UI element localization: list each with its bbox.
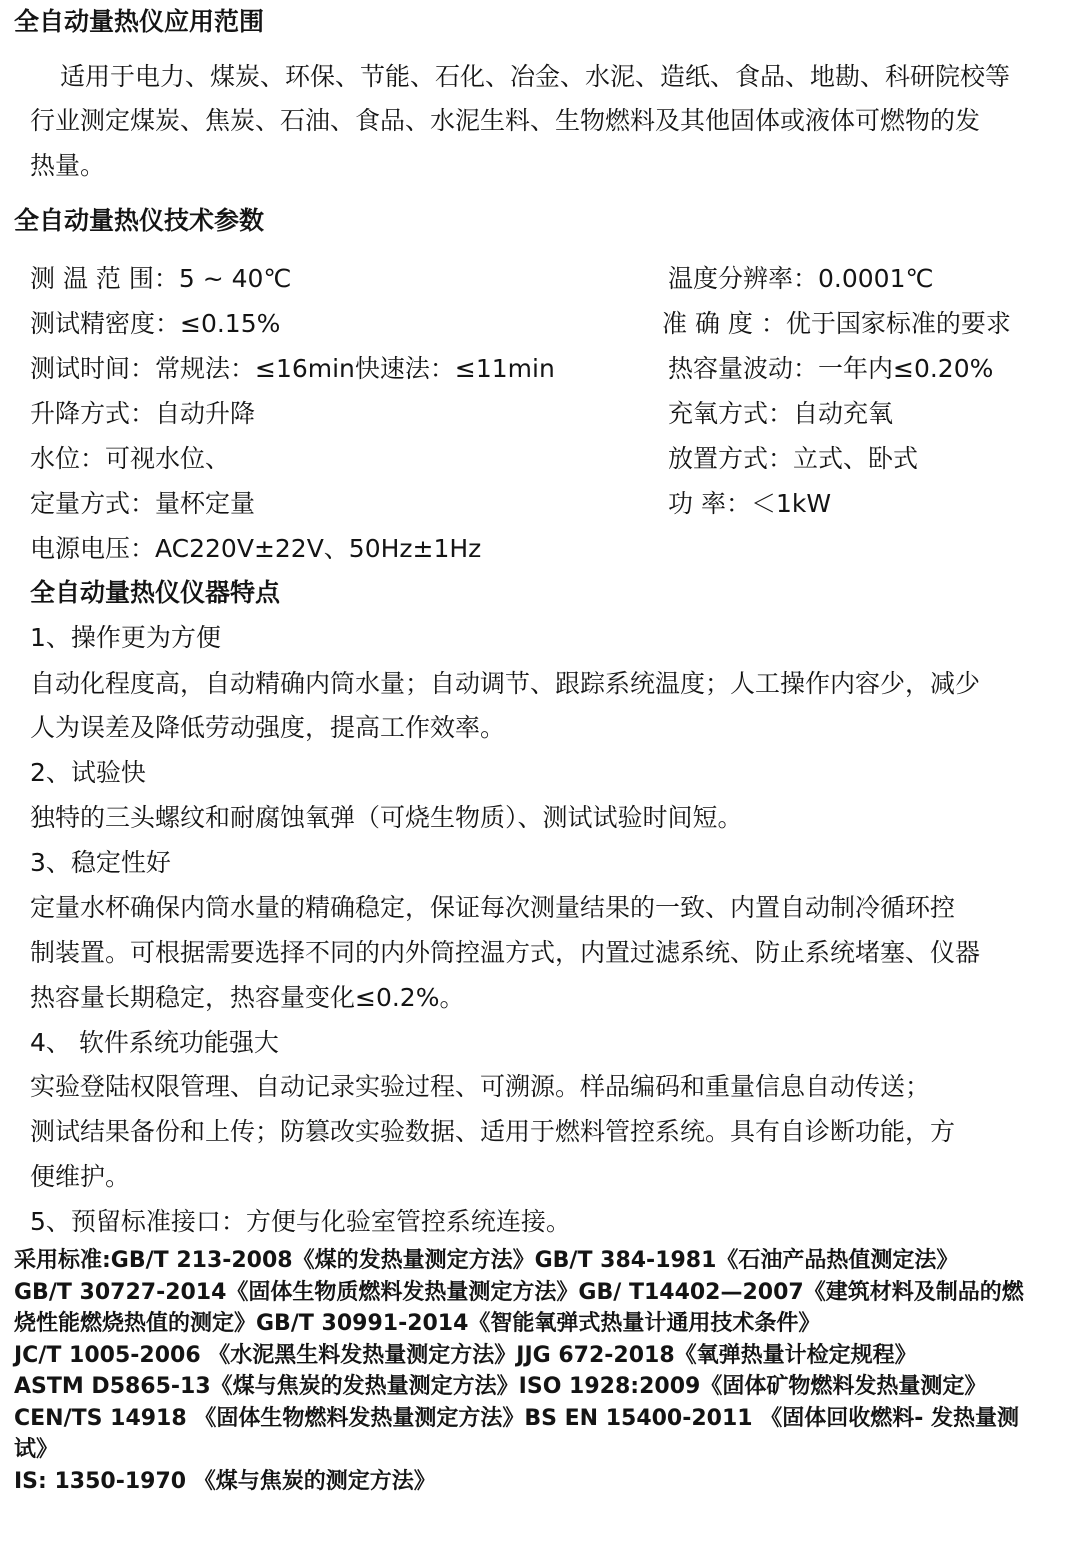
feature-line: 实验登陆权限管理、自动记录实验过程、可溯源。样品编码和重量信息自动传送；	[30, 1072, 931, 1101]
feature-title: 3、稳定性好	[30, 848, 171, 877]
paragraph-line: 行业测定煤炭、焦炭、石油、食品、水泥生料、生物燃料及其他固体或液体可燃物的发	[30, 106, 981, 135]
paragraph-line: 热量。	[30, 151, 106, 180]
section-title-parameters: 全自动量热仪技术参数	[14, 206, 265, 235]
paragraph-line: 适用于电力、煤炭、环保、节能、石化、冶金、水泥、造纸、食品、地勘、科研院校等	[60, 62, 1011, 91]
standards-line: CEN/TS 14918 《固体生物燃料发热量测定方法》BS EN 15400-2011 《固体回收燃料- 发热量测	[14, 1406, 1020, 1431]
feature-title: 4、 软件系统功能强大	[30, 1028, 279, 1057]
standards-line: IS: 1350-1970 《煤与焦炭的测定方法》	[14, 1469, 436, 1494]
section-title-application: 全自动量热仪应用范围	[14, 7, 265, 36]
feature-line: 制装置。可根据需要选择不同的内外筒控温方式，内置过滤系统、防止系统堵塞、仪器	[30, 938, 981, 967]
param-power: 功 率：＜1kW	[668, 489, 832, 518]
feature-line: 人为误差及降低劳动强度，提高工作效率。	[30, 713, 506, 742]
param-temp-range: 测 温 范 围：5 ~ 40℃	[30, 264, 292, 293]
feature-line: 独特的三头螺纹和耐腐蚀氧弹（可烧生物质）、测试试验时间短。	[30, 803, 743, 832]
param-test-time: 测试时间：常规法：≤16min快速法：≤11min	[30, 354, 555, 383]
param-precision: 测试精密度：≤0.15%	[30, 309, 281, 338]
standards-line: JC/T 1005-2006 《水泥黑生料发热量测定方法》JJG 672-2018《氧弹热量计检定规程》	[14, 1343, 917, 1368]
standards-line: 试》	[14, 1437, 59, 1462]
feature-title: 5、预留标准接口：方便与化验室管控系统连接。	[30, 1207, 571, 1236]
param-oxygen-fill: 充氧方式：自动充氧	[668, 399, 894, 428]
param-power-supply: 电源电压：AC220V±22V、50Hz±1Hz	[30, 534, 482, 563]
standards-line: GB/T 30727-2014《固体生物质燃料发热量测定方法》GB/ T14402—2007《建筑材料及制品的燃	[14, 1280, 1024, 1305]
param-water-level: 水位：可视水位、	[30, 444, 231, 473]
param-lift-mode: 升降方式：自动升降	[30, 399, 256, 428]
standards-line: ASTM D5865-13《煤与焦炭的发热量测定方法》ISO 1928:2009《固体矿物燃料发热量测定》	[14, 1374, 987, 1399]
feature-line: 自动化程度高，自动精确内筒水量；自动调节、跟踪系统温度；人工操作内容少，减少	[30, 669, 981, 698]
feature-title: 2、试验快	[30, 758, 146, 787]
feature-line: 便维护。	[30, 1162, 131, 1191]
param-heat-capacity: 热容量波动：一年内≤0.20%	[668, 354, 994, 383]
param-temp-resolution: 温度分辨率：0.0001℃	[668, 264, 934, 293]
feature-line: 测试结果备份和上传；防篡改实验数据、适用于燃料管控系统。具有自诊断功能，方	[30, 1117, 956, 1146]
standards-line: 烧性能燃烧热值的测定》GB/T 30991-2014《智能氧弹式热量计通用技术条件》	[14, 1311, 821, 1336]
param-placement: 放置方式：立式、卧式	[668, 444, 919, 473]
param-accuracy: 准 确 度 ：优于国家标准的要求	[662, 309, 1011, 338]
feature-line: 定量水杯确保内筒水量的精确稳定，保证每次测量结果的一致、内置自动制冷循环控	[30, 893, 956, 922]
feature-title: 1、操作更为方便	[30, 623, 221, 652]
param-dosing-mode: 定量方式：量杯定量	[30, 489, 256, 518]
feature-line: 热容量长期稳定，热容量变化≤0.2%。	[30, 983, 465, 1012]
section-title-features: 全自动量热仪仪器特点	[30, 578, 281, 607]
standards-line: 采用标准:GB/T 213-2008《煤的发热量测定方法》GB/T 384-1981《石油产品热值测定法》	[14, 1248, 959, 1273]
